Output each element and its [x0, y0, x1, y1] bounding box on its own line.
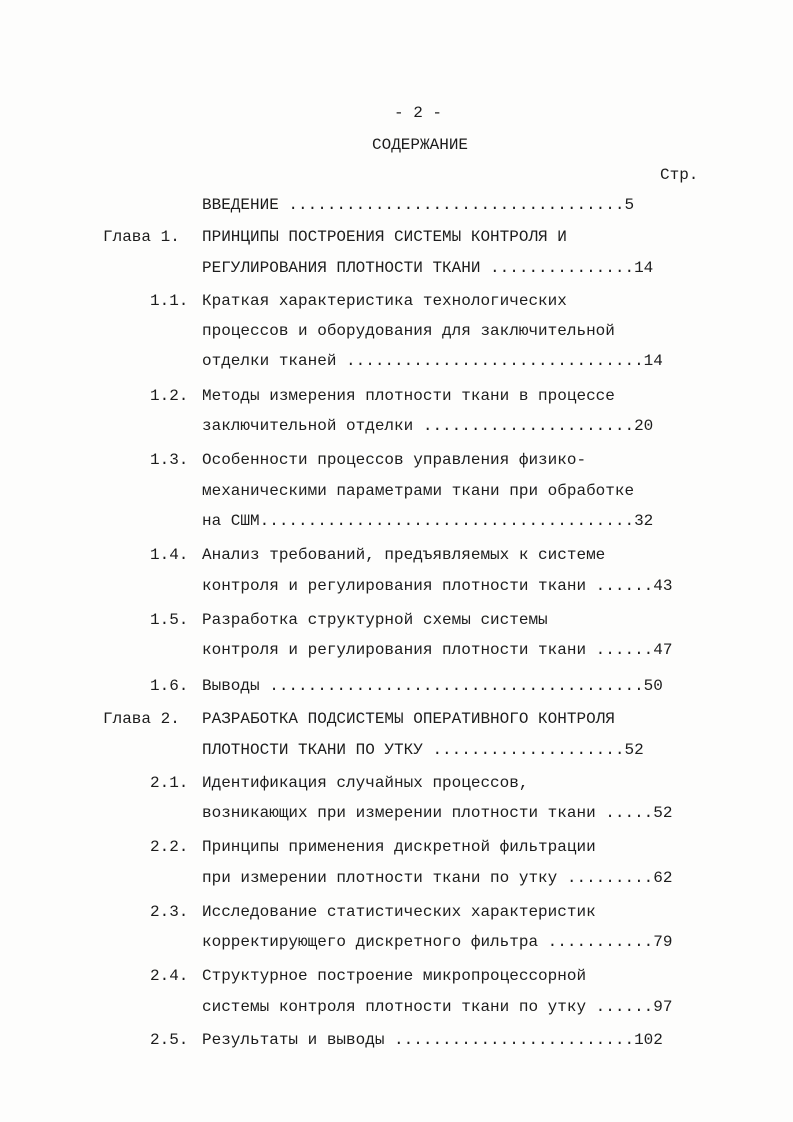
toc-entry-line: Методы измерения плотности ткани в процессе: [202, 387, 615, 405]
toc-section-number: 1.5.: [150, 611, 189, 629]
toc-section-number: 2.4.: [150, 967, 189, 985]
toc-entry-line: Анализ требований, предъявляемых к системе: [202, 546, 606, 564]
toc-entry-line: механическими параметрами ткани при обработке: [202, 482, 635, 500]
toc-entry-line: контроля и регулирования плотности ткани ......47: [202, 641, 673, 659]
toc-entry-line: при измерении плотности ткани по утку .........62: [202, 869, 673, 887]
toc-entry-line: контроля и регулирования плотности ткани ......43: [202, 577, 673, 595]
toc-entry-line: на СШМ.......................................32: [202, 512, 654, 530]
toc-entry-line: РАЗРАБОТКА ПОДСИСТЕМЫ ОПЕРАТИВНОГО КОНТРОЛЯ: [202, 710, 615, 728]
toc-section-number: 2.2.: [150, 838, 189, 856]
page-title: СОДЕРЖАНИЕ: [372, 136, 469, 154]
toc-entry-line: Результаты и выводы .........................102: [202, 1031, 663, 1049]
toc-entry-line: процессов и оборудования для заключительной: [202, 322, 615, 340]
toc-section-number: 2.3.: [150, 903, 189, 921]
toc-entry-line: корректирующего дискретного фильтра ...........79: [202, 933, 673, 951]
toc-section-number: 2.1.: [150, 774, 189, 792]
toc-chapter-label: Глава 1.: [103, 228, 180, 246]
toc-entry-line: Структурное построение микропроцессорной: [202, 967, 587, 985]
toc-entry-line: Особенности процессов управления физико-: [202, 451, 587, 469]
toc-section-number: 1.1.: [150, 292, 189, 310]
page-number: - 2 -: [394, 104, 443, 122]
toc-entry-line: Принципы применения дискретной фильтрации: [202, 838, 596, 856]
toc-entry-line: отделки тканей ...............................14: [202, 352, 663, 370]
toc-entry-line: Выводы .......................................50: [202, 677, 663, 695]
toc-entry-line: Краткая характеристика технологических: [202, 292, 567, 310]
toc-entry-line: РЕГУЛИРОВАНИЯ ПЛОТНОСТИ ТКАНИ ...............14: [202, 259, 654, 277]
toc-entry-line: Идентификация случайных процессов,: [202, 774, 529, 792]
toc-section-number: 2.5.: [150, 1031, 189, 1049]
toc-section-number: 1.2.: [150, 387, 189, 405]
toc-entry-line: Исследование статистических характеристик: [202, 903, 596, 921]
toc-entry-line: ПРИНЦИПЫ ПОСТРОЕНИЯ СИСТЕМЫ КОНТРОЛЯ И: [202, 228, 567, 246]
toc-section-number: 1.3.: [150, 451, 189, 469]
toc-entry-line: системы контроля плотности ткани по утку ......97: [202, 998, 673, 1016]
toc-entry-line: заключительной отделки ......................20: [202, 417, 654, 435]
page-column-label: Стр.: [660, 166, 699, 184]
toc-chapter-label: Глава 2.: [103, 710, 180, 728]
toc-entry-line: возникающих при измерении плотности ткани .....52: [202, 804, 673, 822]
toc-entry-line: ПЛОТНОСТИ ТКАНИ ПО УТКУ ....................52: [202, 741, 644, 759]
toc-entry-line: Разработка структурной схемы системы: [202, 611, 548, 629]
toc-section-number: 1.4.: [150, 546, 189, 564]
toc-entry-introduction: ВВЕДЕНИЕ ...................................5: [202, 196, 635, 214]
toc-section-number: 1.6.: [150, 677, 189, 695]
